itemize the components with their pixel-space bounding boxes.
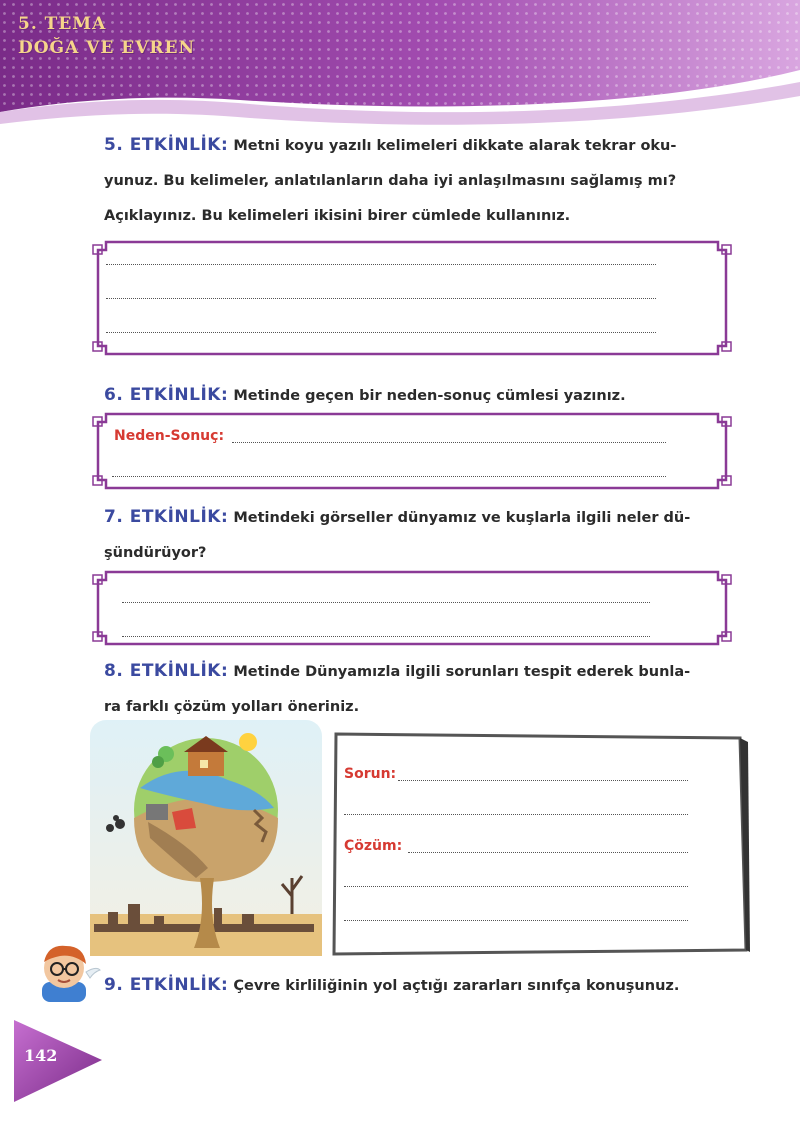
answer-line[interactable] (398, 780, 688, 781)
earth-illustration (88, 718, 324, 958)
activity-8-line-2: ra farklı çözüm yolları öneriniz. (104, 699, 360, 715)
problem-label: Sorun: (344, 766, 397, 782)
activity-6-answer-frame (92, 408, 732, 494)
activity-5-line-3: Açıklayınız. Bu kelimeleri ikisini birer cümlede kullanınız. (104, 208, 571, 224)
cause-effect-label: Neden-Sonuç: (114, 428, 225, 444)
activity-6-number: 6. ETKİNLİK: (104, 385, 229, 405)
activity-9-line-1: Çevre kirliliğinin yol açtığı zararları sınıfça konuşunuz. (233, 978, 680, 994)
answer-line[interactable] (106, 264, 656, 265)
answer-line[interactable] (106, 298, 656, 299)
answer-line[interactable] (408, 852, 688, 853)
answer-line[interactable] (344, 886, 688, 887)
activity-9 (104, 968, 724, 1004)
activity-7-number: 7. ETKİNLİK: (104, 507, 229, 527)
activity-7-line-1: Metindeki görseller dünyamız ve kuşlarla ilgili neler dü- (233, 510, 691, 526)
activity-8-line-1: Metinde Dünyamızla ilgili sorunları tespit ederek bunla- (233, 664, 691, 680)
activity-5-line-1: Metni koyu yazılı kelimeleri dikkate alarak tekrar oku- (233, 138, 677, 154)
activity-9-number: 9. ETKİNLİK: (104, 975, 229, 995)
page-number: 142 (24, 1046, 58, 1065)
activity-7-line-2: şündürüyor? (104, 545, 207, 561)
page-header (0, 0, 800, 130)
answer-line[interactable] (344, 920, 688, 921)
answer-line[interactable] (112, 476, 666, 477)
activity-8-number: 8. ETKİNLİK: (104, 661, 229, 681)
theme-number: 5. TEMA (18, 14, 107, 34)
answer-line[interactable] (122, 636, 650, 637)
boy-mascot (30, 940, 102, 1002)
activity-7 (104, 500, 724, 571)
theme-title: DOĞA VE EVREN (18, 38, 196, 58)
answer-line[interactable] (106, 332, 656, 333)
activity-5 (104, 128, 724, 234)
answer-line[interactable] (232, 442, 666, 443)
solution-label: Çözüm: (344, 838, 403, 854)
activity-8 (104, 654, 724, 725)
answer-line[interactable] (344, 814, 688, 815)
header-wave-background (0, 0, 800, 130)
activity-7-answer-frame (92, 566, 732, 650)
activity-5-number: 5. ETKİNLİK: (104, 135, 229, 155)
answer-line[interactable] (122, 602, 650, 603)
activity-5-line-2: yunuz. Bu kelimeler, anlatılanların daha iyi anlaşılmasını sağlamış mı? (104, 173, 677, 189)
activity-6-line-1: Metinde geçen bir neden-sonuç cümlesi yazınız. (233, 388, 626, 404)
